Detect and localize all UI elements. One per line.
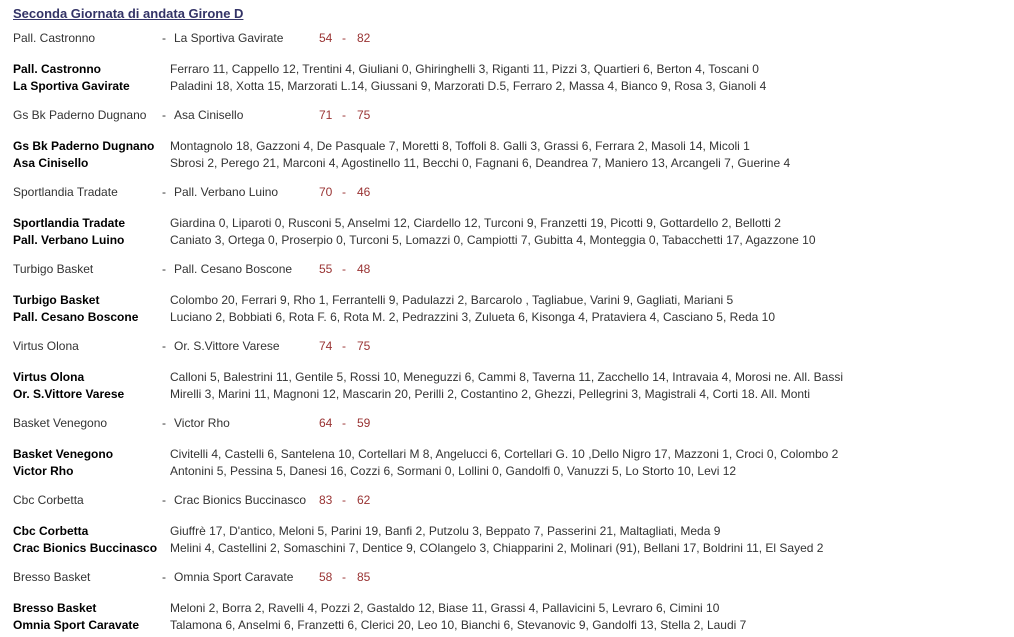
away-team-name: La Sportiva Gavirate (174, 31, 284, 45)
match-scorers (0, 61, 1014, 95)
score-separator: - (342, 570, 346, 584)
away-team-name: Victor Rho (174, 416, 230, 430)
home-players: Giuffrè 17, D'antico, Meloni 5, Parini 19, Banfi 2, Putzolu 3, Beppato 7, Passerini 21, Maltagliati, Meda 9 (170, 524, 721, 538)
results-page (0, 6, 1014, 634)
home-scorers-row (13, 61, 1014, 78)
away-team-label: Pall. Verbano Luino (13, 233, 125, 247)
away-score: 48 (357, 262, 371, 276)
match-scorers (0, 600, 1014, 634)
home-score: 83 (319, 493, 333, 507)
score-separator: - (342, 185, 346, 199)
home-scorers-row (13, 292, 1014, 309)
match-scorers (0, 446, 1014, 480)
score-separator: - (342, 262, 346, 276)
match-block (0, 406, 1014, 480)
match-scorers (0, 523, 1014, 557)
away-team-label: Omnia Sport Caravate (13, 618, 140, 632)
team-separator: - (162, 570, 166, 584)
home-team-name: Cbc Corbetta (13, 493, 84, 507)
away-team-name: Omnia Sport Caravate (174, 570, 294, 584)
match-result-line (13, 560, 1014, 600)
away-team-label: Asa Cinisello (13, 156, 89, 170)
team-separator: - (162, 185, 166, 199)
team-separator: - (162, 416, 166, 430)
away-team-label: Victor Rho (13, 464, 74, 478)
away-players: Talamona 6, Anselmi 6, Franzetti 6, Clerici 20, Leo 10, Bianchi 6, Stevanovic 9, Gandolfi 13, Stella 2, Laudi 7 (170, 618, 747, 632)
away-scorers-row (13, 540, 1014, 557)
away-score: 75 (357, 339, 371, 353)
home-team-label: Basket Venegono (13, 447, 114, 461)
away-score: 59 (357, 416, 371, 430)
away-players: Paladini 18, Xotta 15, Marzorati L.14, Giussani 9, Marzorati D.5, Ferraro 2, Massa 4, Bianco 9, Rosa 3, Gianoli 4 (170, 79, 767, 93)
match-block (0, 560, 1014, 634)
match-result-line (13, 406, 1014, 446)
away-team-name: Pall. Verbano Luino (174, 185, 279, 199)
home-score: 71 (319, 108, 333, 122)
match-block (0, 252, 1014, 326)
away-players: Sbrosi 2, Perego 21, Marconi 4, Agostinello 11, Becchi 0, Fagnani 6, Deandrea 7, Maniero 13, Arcangeli 7, Guerine 4 (170, 156, 791, 170)
home-players: Meloni 2, Borra 2, Ravelli 4, Pozzi 2, Gastaldo 12, Biase 11, Grassi 4, Pallavicini 5, Levraro 6, Cimini 10 (170, 601, 720, 615)
home-players: Civitelli 4, Castelli 6, Santelena 10, Cortellari M 8, Angelucci 6, Cortellari G. 10 ,Dello Nigro 17, Mazzoni 1, Croci 0, Colombo 2 (170, 447, 839, 461)
away-team-name: Asa Cinisello (174, 108, 244, 122)
away-players: Luciano 2, Bobbiati 6, Rota F. 6, Rota M. 2, Pedrazzini 3, Zulueta 6, Kisonga 4, Prataviera 4, Casciano 5, Reda 10 (170, 310, 776, 324)
away-score: 62 (357, 493, 371, 507)
home-players: Ferraro 11, Cappello 12, Trentini 4, Giuliani 0, Ghiringhelli 3, Riganti 11, Pizzi 3, Quartieri 6, Berton 4, Toscani 0 (170, 62, 759, 76)
score-separator: - (342, 339, 346, 353)
score-separator: - (342, 416, 346, 430)
score-separator: - (342, 108, 346, 122)
match-block (0, 175, 1014, 249)
home-score: 54 (319, 31, 333, 45)
home-team-name: Turbigo Basket (13, 262, 94, 276)
match-result-line (13, 252, 1014, 292)
away-scorers-row (13, 309, 1014, 326)
match-scorers (0, 215, 1014, 249)
away-team-label: La Sportiva Gavirate (13, 79, 130, 93)
home-team-name: Sportlandia Tradate (13, 185, 118, 199)
away-scorers-row (13, 78, 1014, 95)
home-players: Giardina 0, Liparoti 0, Rusconi 5, Anselmi 12, Ciardello 12, Turconi 9, Franzetti 19, Picotti 9, Gottardello 2, Bellotti 2 (170, 216, 781, 230)
home-score: 64 (319, 416, 333, 430)
home-team-label: Bresso Basket (13, 601, 97, 615)
away-players: Melini 4, Castellini 2, Somaschini 7, Dentice 9, COlangelo 3, Chiapparini 2, Molinari (91), Bellani 17, Boldrini 11, El Sayed 2 (170, 541, 824, 555)
away-team-label: Crac Bionics Buccinasco (13, 541, 158, 555)
away-scorers-row (13, 155, 1014, 172)
home-team-name: Pall. Castronno (13, 31, 96, 45)
home-scorers-row (13, 138, 1014, 155)
team-separator: - (162, 339, 166, 353)
home-score: 74 (319, 339, 333, 353)
home-team-label: Sportlandia Tradate (13, 216, 126, 230)
away-players: Mirelli 3, Marini 11, Magnoni 12, Mascarin 20, Perilli 2, Costantino 2, Ghezzi, Pellegrini 3, Magistrali 4, Corti 18. All. Monti (170, 387, 811, 401)
match-block (0, 329, 1014, 403)
match-result-line (13, 21, 1014, 61)
match-scorers (0, 138, 1014, 172)
match-result-line (13, 329, 1014, 369)
home-team-label: Gs Bk Paderno Dugnano (13, 139, 155, 153)
away-players: Antonini 5, Pessina 5, Danesi 16, Cozzi 6, Sormani 0, Lollini 0, Gandolfi 0, Vanuzzi 5, Lo Storto 10, Levi 12 (170, 464, 737, 478)
home-team-label: Virtus Olona (13, 370, 85, 384)
away-team-label: Or. S.Vittore Varese (13, 387, 125, 401)
home-team-label: Cbc Corbetta (13, 524, 89, 538)
home-score: 55 (319, 262, 333, 276)
match-scorers (0, 369, 1014, 403)
away-players: Caniato 3, Ortega 0, Proserpio 0, Turconi 5, Lomazzi 0, Campiotti 7, Gubitta 4, Monteggia 0, Tabacchetti 17, Agazzone 10 (170, 233, 816, 247)
team-separator: - (162, 31, 166, 45)
home-scorers-row (13, 446, 1014, 463)
home-players: Calloni 5, Balestrini 11, Gentile 5, Rossi 10, Meneguzzi 6, Cammi 8, Taverna 11, Zacchello 14, Intravaia 4, Morosi ne. All. Bassi (170, 370, 843, 384)
away-scorers-row (13, 386, 1014, 403)
match-result-line (13, 175, 1014, 215)
match-result-line (13, 98, 1014, 138)
score-separator: - (342, 493, 346, 507)
away-score: 46 (357, 185, 371, 199)
team-separator: - (162, 493, 166, 507)
home-scorers-row (13, 523, 1014, 540)
home-team-name: Gs Bk Paderno Dugnano (13, 108, 147, 122)
team-separator: - (162, 108, 166, 122)
away-team-name: Pall. Cesano Boscone (174, 262, 293, 276)
home-score: 70 (319, 185, 333, 199)
match-block (0, 98, 1014, 172)
home-score: 58 (319, 570, 333, 584)
home-scorers-row (13, 215, 1014, 232)
away-score: 82 (357, 31, 371, 45)
team-separator: - (162, 262, 166, 276)
home-team-label: Pall. Castronno (13, 62, 102, 76)
score-separator: - (342, 31, 346, 45)
home-team-name: Virtus Olona (13, 339, 79, 353)
match-block (0, 21, 1014, 95)
home-players: Montagnolo 18, Gazzoni 4, De Pasquale 7, Moretti 8, Toffoli 8. Galli 3, Grassi 6, Ferrara 2, Masoli 14, Micoli 1 (170, 139, 750, 153)
match-block (0, 483, 1014, 557)
home-team-name: Bresso Basket (13, 570, 91, 584)
away-team-label: Pall. Cesano Boscone (13, 310, 139, 324)
home-team-label: Turbigo Basket (13, 293, 100, 307)
away-scorers-row (13, 617, 1014, 634)
away-scorers-row (13, 463, 1014, 480)
home-scorers-row (13, 600, 1014, 617)
away-score: 85 (357, 570, 371, 584)
match-scorers (0, 292, 1014, 326)
away-team-name: Crac Bionics Buccinasco (174, 493, 307, 507)
away-team-name: Or. S.Vittore Varese (174, 339, 280, 353)
home-team-name: Basket Venegono (13, 416, 108, 430)
away-score: 75 (357, 108, 371, 122)
page-title[interactable]: Seconda Giornata di andata Girone D (13, 6, 244, 21)
home-scorers-row (13, 369, 1014, 386)
home-players: Colombo 20, Ferrari 9, Rho 1, Ferrantelli 9, Padulazzi 2, Barcarolo , Tagliabue, Varini 9, Gagliati, Mariani 5 (170, 293, 734, 307)
match-result-line (13, 483, 1014, 523)
away-scorers-row (13, 232, 1014, 249)
